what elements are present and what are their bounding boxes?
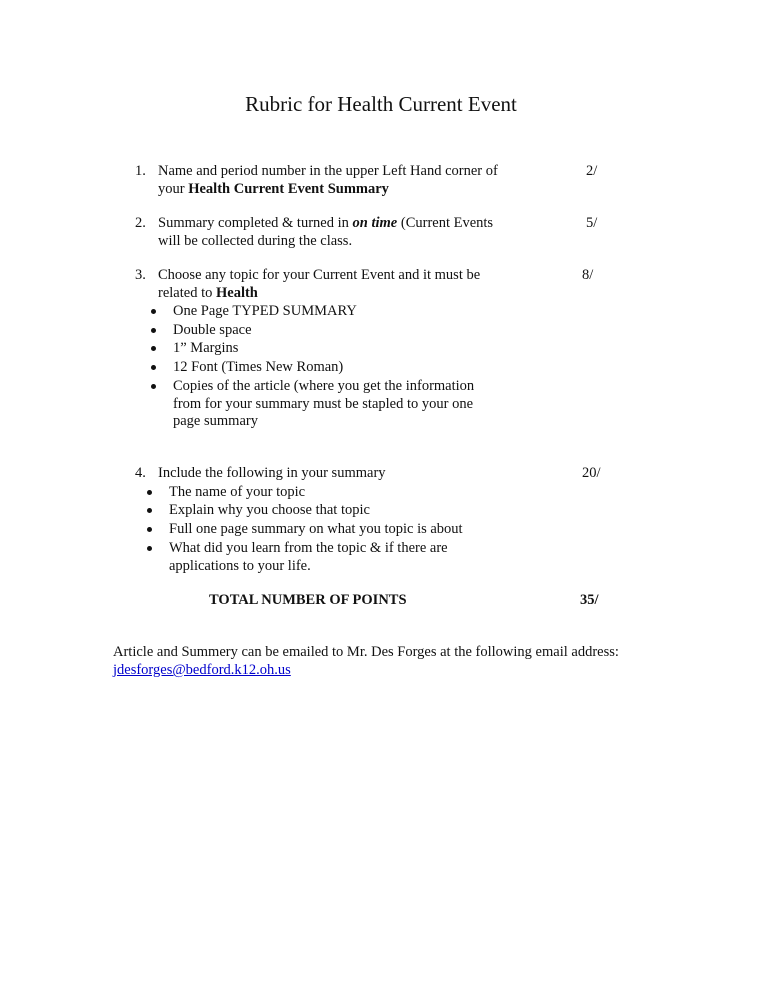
item-2-line-2: will be collected during the class. [158,233,353,249]
bullet-icon [147,527,152,532]
item-3-line-1: Choose any topic for your Current Event and it must be [158,267,481,283]
item-1-number: 1. [135,163,146,179]
page-title: Rubric for Health Current Event [245,92,517,116]
total-label: TOTAL NUMBER OF POINTS [209,592,407,608]
email-link[interactable]: jdesforges@bedford.k12.oh.us [113,662,291,678]
item-4-bullet-2: Explain why you choose that topic [169,502,370,518]
footer-text: Article and Summery can be emailed to Mr. Des Forges at the following email address: [113,644,619,660]
item-3-line-2-bold: Health [215,285,258,301]
item-1-points: 2/ [586,163,598,179]
item-4-points: 20/ [582,465,601,481]
item-2-line-1-suffix: (Current Events [397,215,494,231]
bullet-icon [147,490,152,495]
item-4-bullet-4-line-1: What did you learn from the topic & if there are [169,540,448,556]
item-4-bullet-4-line-2: applications to your life. [169,558,311,574]
item-2-line-1-emphasis: on time [352,215,398,231]
item-4-line-1: Include the following in your summary [158,465,386,481]
bullet-icon [147,508,152,513]
item-3-bullet-5-line-3: page summary [173,413,258,429]
bullet-icon [151,384,156,389]
item-3-bullet-5-line-1: Copies of the article (where you get the information [173,378,475,394]
item-4-bullet-1: The name of your topic [169,484,306,500]
total-points: 35/ [580,592,599,608]
bullet-icon [147,546,152,551]
item-2-points: 5/ [586,215,598,231]
item-1-line-2 [158,180,389,198]
item-3-points: 8/ [582,267,594,283]
item-1-line-2-prefix: your [158,181,189,197]
item-1-line-2-bold: Health Current Event Summary [188,181,389,197]
item-2-line-1 [158,214,493,232]
item-2-line-1-prefix: Summary completed & turned in [158,215,353,231]
bullet-icon [151,365,156,370]
item-1-line-1: Name and period number in the upper Left Hand corner of [158,163,498,179]
item-4-bullet-3: Full one page summary on what you topic is about [169,521,463,537]
item-4-number: 4. [135,465,146,481]
item-3-line-2-prefix: related to [158,285,216,301]
item-3-line-2 [158,284,258,302]
item-3-bullet-1: One Page TYPED SUMMARY [173,303,357,319]
item-3-bullet-5-line-2: from for your summary must be stapled to your one [173,396,474,412]
item-3-bullet-4: 12 Font (Times New Roman) [173,359,344,375]
bullet-icon [151,346,156,351]
item-3-number: 3. [135,267,146,283]
bullet-icon [151,309,156,314]
bullet-icon [151,328,156,333]
item-3-bullet-3: 1” Margins [173,340,239,356]
item-3-bullet-2: Double space [173,322,252,338]
item-2-number: 2. [135,215,146,231]
